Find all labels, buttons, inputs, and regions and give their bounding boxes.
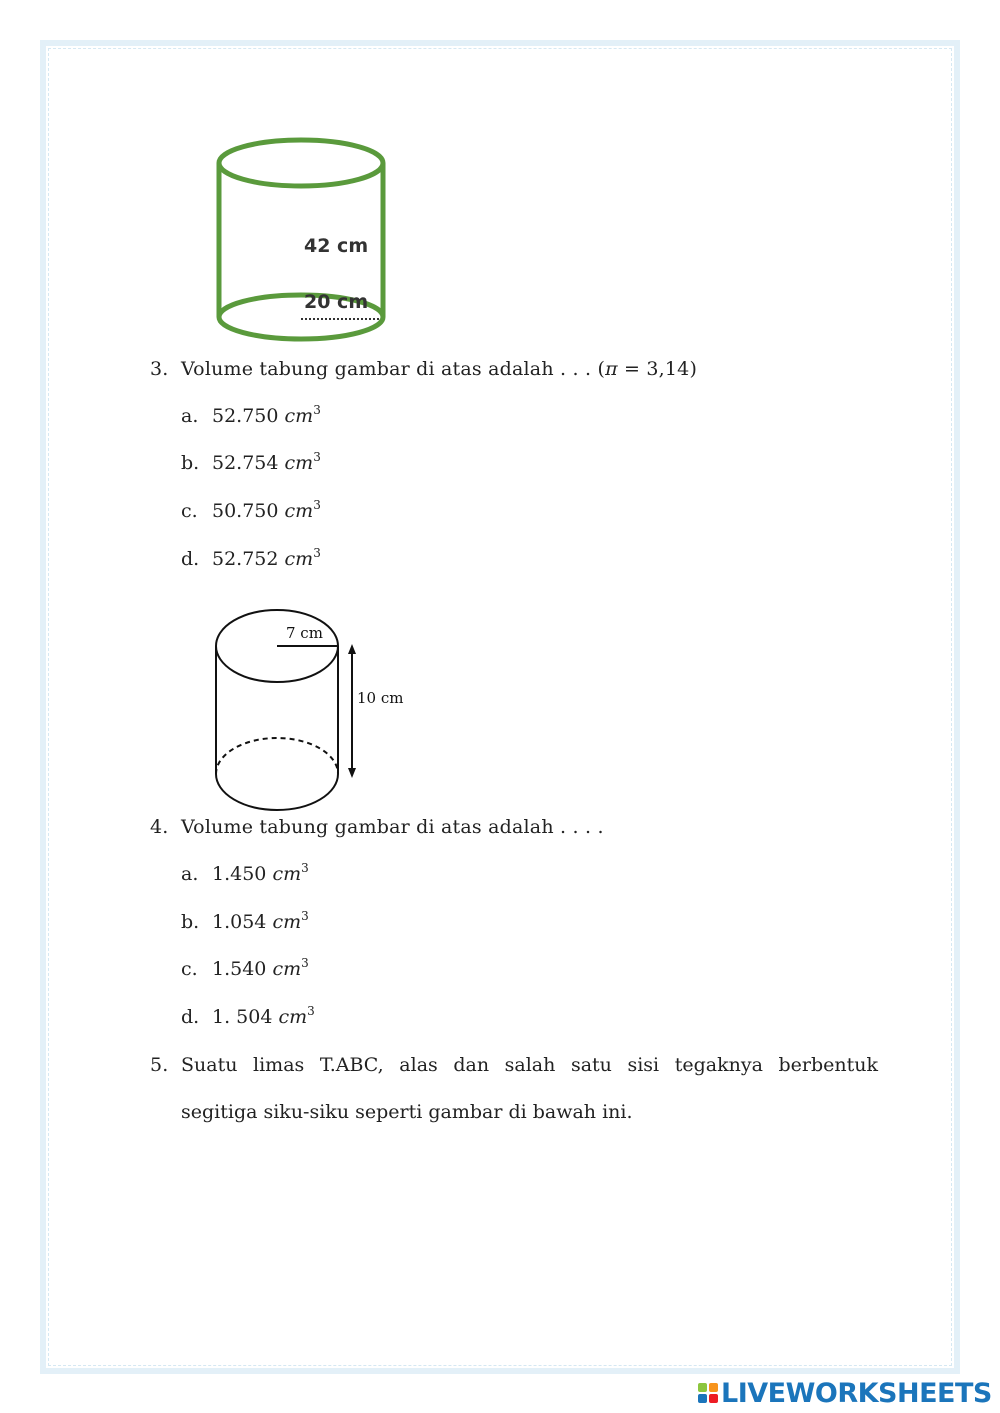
option-unit: cm xyxy=(284,452,314,474)
option-exponent: 3 xyxy=(313,498,321,512)
arrow-head-down-icon xyxy=(348,768,356,778)
option-exponent: 3 xyxy=(301,861,309,875)
arrow-head-up-icon xyxy=(348,644,356,654)
question-5-number-text: 5. xyxy=(150,1054,169,1076)
option-value: 52.754 xyxy=(212,452,285,474)
question-3-number: 3. xyxy=(150,358,169,380)
option-unit: cm xyxy=(284,405,314,427)
question-3-option-c[interactable] xyxy=(181,500,321,522)
option-letter: a. xyxy=(181,863,199,885)
question-4-number: 4. xyxy=(150,816,169,838)
question-5-number xyxy=(150,1054,181,1076)
question-3 xyxy=(150,358,697,380)
cylinder1-height-label: 42 cm xyxy=(304,235,369,257)
cylinder1-top-ellipse xyxy=(219,140,383,186)
option-letter: c. xyxy=(181,958,198,980)
question-3-option-a[interactable] xyxy=(181,405,321,427)
option-value: 1.054 xyxy=(212,911,273,933)
question-4 xyxy=(150,816,604,838)
option-letter: b. xyxy=(181,452,200,474)
logo-grid-icon xyxy=(698,1383,718,1403)
option-exponent: 3 xyxy=(313,546,321,560)
option-value: 50.750 xyxy=(212,500,285,522)
question-3-option-d[interactable] xyxy=(181,548,321,570)
cylinder2-bottom-back-arc xyxy=(216,738,338,774)
question-3-option-b[interactable] xyxy=(181,452,321,474)
option-exponent: 3 xyxy=(313,450,321,464)
option-letter: a. xyxy=(181,405,199,427)
option-letter: b. xyxy=(181,911,200,933)
option-unit: cm xyxy=(278,1006,308,1028)
pi-symbol: π xyxy=(605,358,618,380)
option-letter: d. xyxy=(181,548,200,570)
cylinder-figure-2 xyxy=(205,600,420,820)
option-exponent: 3 xyxy=(301,956,309,970)
option-exponent: 3 xyxy=(307,1004,315,1018)
option-value: 52.750 xyxy=(212,405,285,427)
option-exponent: 3 xyxy=(313,403,321,417)
option-exponent: 3 xyxy=(301,909,309,923)
option-value: 52.752 xyxy=(212,548,285,570)
question-4-option-c[interactable] xyxy=(181,958,309,980)
cylinder1-diameter-label: 20 cm xyxy=(304,291,369,313)
option-unit: cm xyxy=(272,863,302,885)
option-unit: cm xyxy=(272,958,302,980)
option-value: 1.450 xyxy=(212,863,273,885)
option-value: 1.540 xyxy=(212,958,273,980)
worksheet-page xyxy=(40,40,960,1374)
option-letter: d. xyxy=(181,1006,200,1028)
question-5-line-2: segitiga siku-siku seperti gambar di bawah ini. xyxy=(181,1101,633,1123)
cylinder2-bottom-front-arc xyxy=(216,774,338,810)
question-4-text: Volume tabung gambar di atas adalah . . . . xyxy=(181,816,604,838)
option-unit: cm xyxy=(272,911,302,933)
option-value: 1. 504 xyxy=(212,1006,279,1028)
option-letter: c. xyxy=(181,500,198,522)
logo-text: LIVEWORKSHEETS xyxy=(721,1377,992,1409)
liveworksheets-logo xyxy=(698,1378,992,1408)
cylinder2-height-label: 10 cm xyxy=(357,689,404,707)
option-unit: cm xyxy=(284,548,314,570)
pi-value: = 3,14) xyxy=(617,358,698,380)
question-5-line-1: Suatu limas T.ABC, alas dan salah satu sisi tegaknya berbentuk xyxy=(181,1054,878,1076)
question-4-option-a[interactable] xyxy=(181,863,309,885)
question-4-option-d[interactable] xyxy=(181,1006,315,1028)
cylinder2-radius-label: 7 cm xyxy=(286,624,323,642)
cylinder-figure-1 xyxy=(205,132,405,347)
question-4-option-b[interactable] xyxy=(181,911,309,933)
option-unit: cm xyxy=(284,500,314,522)
question-3-text: Volume tabung gambar di atas adalah . . . ( xyxy=(181,358,606,380)
